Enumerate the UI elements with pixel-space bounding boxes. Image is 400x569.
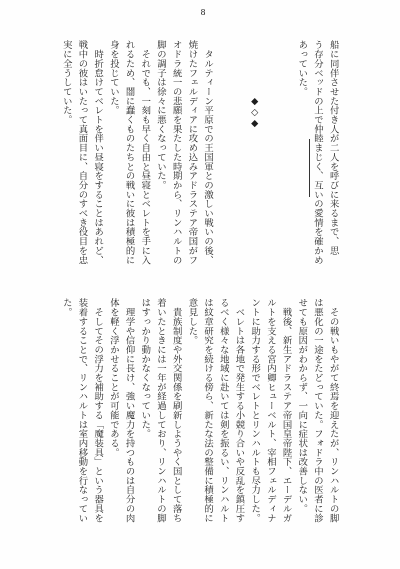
section-break-ornament: ◆◇◆ <box>249 96 261 129</box>
text-column: 体を軽く浮かせることが可能である。 <box>107 298 119 457</box>
text-column: あっていた。 <box>296 40 308 97</box>
upper-tier <box>0 40 400 268</box>
side-line <box>309 139 310 197</box>
text-column: 戦中の彼はいたって真面目に、自分のすべき役目を忠 <box>76 40 88 265</box>
text-column: せても原因がわからず、一向に症状は改善しない。 <box>296 298 308 514</box>
page-number: 8 <box>200 8 206 17</box>
text-column: 身を投じていた。 <box>107 40 119 115</box>
text-column: 着いたときには一年が経過しており、リンハルトの脚 <box>154 298 166 523</box>
text-column: は悪化の一途をたどっていた。フォドラ中の医者に診 <box>311 298 323 523</box>
text-column: 理学や信仰に長け、強い魔力を持つものは自分の肉 <box>123 298 135 523</box>
text-column: その戦いもやがて終焉を迎えたが、リンハルトの脚 <box>327 298 339 523</box>
text-column: ベレトは各地で発生する小競り合いや反乱を鎮圧す <box>233 298 245 523</box>
text-column: オドラ統一の悲願を果たした時期から、リンハルトの <box>170 40 182 265</box>
text-column: ントに助力する形でベレトとリンハルトも尽力した。 <box>249 298 261 523</box>
text-column: 時折怠けてベレトを伴い昼寝をすることはあれど、 <box>92 40 104 265</box>
text-column: それでも、一刻も早く自由と昼寝とベレトを手に入 <box>139 40 151 265</box>
text-column: う存分ベッドの上で仲睦まじく、互いの愛情を確かめ <box>311 40 323 265</box>
text-column: 焼けたフェルディアに攻め込みアドラステア帝国がフ <box>186 40 198 265</box>
text-column: ルトを支える宮内卿ヒューベルト、宰相フェルディナ <box>264 298 276 523</box>
text-column: 貴族制度や外交関係を刷新しようやく国として落ち <box>170 298 182 523</box>
text-column: そしてその浮力を補助する「魔装具」という器具を <box>92 298 104 523</box>
text-column: た。 <box>60 298 72 317</box>
text-column: 装着することで、リンハルトは室内移動を行なってい <box>76 298 88 523</box>
text-column: はすっかり動かなくなっていた。 <box>139 298 151 439</box>
text-column: 脚の調子は徐々に悪くなっていた。 <box>154 40 166 190</box>
text-column: 実に全うしていた。 <box>60 40 72 125</box>
text-column: れるため、闇に蠢くものたちとの戦いに彼は積極的に <box>123 40 135 265</box>
text-column: 意見した。 <box>186 298 198 345</box>
text-column: るべく様々な地域に赴いては剣を振るい、リンハルト <box>217 298 229 523</box>
text-column: タルティーン平原での王国軍との激しい戦いの後、 <box>202 40 214 265</box>
lower-tier <box>0 298 400 526</box>
text-column: は紋章研究を続ける傍ら、新たな法の整備に積極的に <box>202 298 214 523</box>
text-column: 戦後、新生アドラステア帝国皇帝陛下、エーデルガ <box>280 298 292 523</box>
text-column: 船に同伴させた付き人が二人を呼びに来るまで、思 <box>327 40 339 256</box>
